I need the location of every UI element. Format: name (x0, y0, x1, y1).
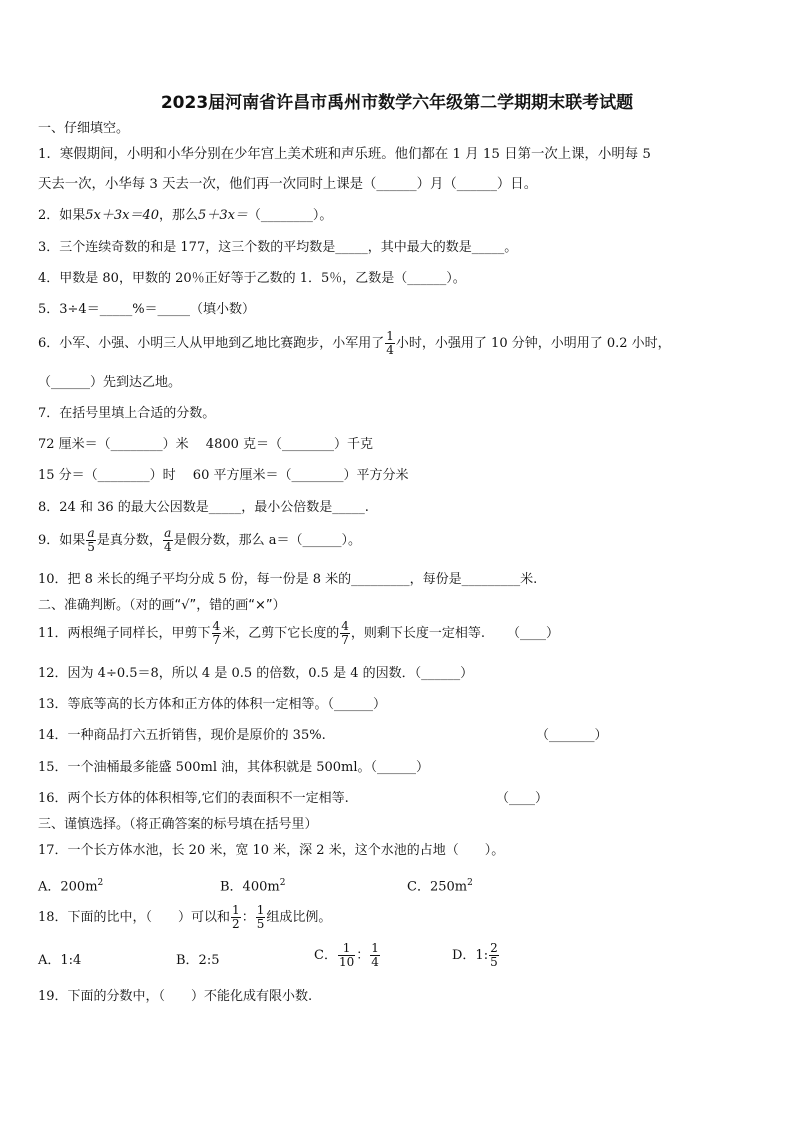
question-6-line2: （______）先到达乙地。 (38, 375, 182, 390)
q17-option-c (407, 874, 473, 896)
q9-suffix: 是假分数，那么 a＝（______）。 (173, 533, 361, 548)
q9-f1-denominator: 5 (87, 540, 95, 554)
question-7-heading: 7．在括号里填上合适的分数。 (38, 406, 216, 421)
question-15: 15．一个油桶最多能盛 500ml 油，其体积就是 500ml。（______） (38, 760, 430, 775)
q9-f2-denominator: 4 (163, 540, 172, 554)
q9-middle: 是真分数， (96, 533, 162, 548)
q18-d-denominator: 5 (490, 955, 498, 969)
q18-f2-numerator: 1 (256, 903, 265, 917)
page-title: 2023届河南省许昌市禹州市数学六年级第二学期期末联考试题 (160, 93, 634, 113)
q11-fraction-1 (212, 620, 222, 647)
q18-prefix: 18．下面的比中，（ ）可以和 (38, 910, 231, 925)
section-1-heading: 一、仔细填空。 (38, 121, 130, 136)
q18-option-a: A．1:4 (38, 953, 82, 968)
q18-c-f1-denominator: 10 (338, 955, 355, 969)
q14-text: 14．一种商品打六五折销售，现价是原价的 35%. (38, 728, 326, 743)
question-6-line1 (38, 330, 671, 357)
section-2-heading: 二、准确判断。（对的画“√”，错的画“×”） (38, 598, 286, 613)
q6-frac-numerator: 1 (386, 329, 394, 343)
q11-f1-numerator: 4 (212, 619, 221, 633)
q11-f2-denominator: 7 (341, 633, 349, 647)
q11-f1-denominator: 7 (212, 633, 221, 647)
question-10: 10．把 8 米长的绳子平均分成 5 份，每一份是 8 米的_________，每份是_________米. (38, 572, 538, 587)
question-12: 12．因为 4÷0.5＝8，所以 4 是 0.5 的倍数，0.5 是 4 的因数．（______） (38, 666, 474, 681)
q17-option-b (220, 874, 285, 896)
q18-option-c-label: C． (314, 948, 337, 963)
question-2 (38, 207, 332, 225)
q17-option-c-sup: 2 (467, 878, 473, 888)
q18-f1-denominator: 2 (232, 917, 240, 931)
q18-d-numerator: 2 (490, 941, 498, 955)
q18-option-d-label: D．1: (452, 948, 489, 963)
q18-option-d (452, 942, 500, 969)
q17-option-a-sup: 2 (97, 878, 104, 888)
q17-option-b-sup: 2 (279, 878, 286, 888)
question-7-row2: 15 分＝（________）时 60 平方厘米＝（________）平方分米 (38, 468, 409, 483)
q9-prefix: 9．如果 (38, 533, 86, 548)
question-14 (38, 727, 608, 745)
q18-option-b: B．2:5 (176, 953, 220, 968)
question-5: 5．3÷4＝_____%＝_____（填小数） (38, 302, 256, 317)
q2-equation-2: 5＋3x＝ (198, 208, 248, 223)
q11-middle: 米，乙剪下它长度的 (222, 626, 340, 641)
question-1-line1: 1．寒假期间，小明和小华分别在少年宫上美术班和声乐班。他们都在 1 月 15 日第一次上课，小明每 5 (38, 147, 651, 162)
q2-middle: ，那么 (159, 208, 199, 223)
q11-prefix: 11．两根绳子同样长，甲剪下 (38, 626, 211, 641)
q2-equation-1: 5x＋3x＝40 (85, 208, 160, 223)
q9-f2-numerator: a (164, 526, 172, 540)
q18-c-f2-numerator: 1 (371, 941, 379, 955)
question-16 (38, 790, 558, 808)
q18-c-fraction-1 (338, 942, 355, 969)
question-18 (38, 904, 331, 931)
q17-option-a (38, 874, 103, 896)
q6-fraction (385, 330, 395, 357)
q18-f1-numerator: 1 (232, 903, 240, 917)
q18-c-colon: ： (356, 948, 370, 963)
question-11 (38, 620, 559, 647)
question-13: 13．等底等高的长方体和正方体的体积一定相等。（______） (38, 697, 387, 712)
q9-f1-numerator: a (87, 526, 95, 540)
q18-fraction-2 (256, 904, 266, 931)
q9-fraction-2 (163, 527, 173, 554)
q17-option-b-text: B．400m (220, 879, 280, 895)
q18-colon: ： (241, 910, 255, 925)
q6-suffix: 小时，小强用了 10 分钟，小明用了 0.2 小时， (395, 336, 671, 351)
question-1-line2: 天去一次，小华每 3 天去一次，他们再一次同时上课是（______）月（______）日。 (38, 177, 538, 192)
q18-d-fraction (489, 942, 499, 969)
q2-answer-blank: （________）。 (247, 208, 333, 223)
section-3-heading: 三、谨慎选择。（将正确答案的标号填在括号里） (38, 817, 318, 832)
q18-c-fraction-2 (370, 942, 380, 969)
question-19: 19．下面的分数中，（ ）不能化成有限小数. (38, 989, 313, 1004)
question-17: 17．一个长方体水池，长 20 米，宽 10 米，深 2 米，这个水池的占地（ ）。 (38, 843, 505, 858)
q18-suffix: 组成比例。 (266, 910, 332, 925)
question-7-row1: 72 厘米＝（________）米 4800 克＝（________）千克 (38, 437, 374, 452)
q16-answer-parens: （____） (496, 791, 549, 806)
q9-fraction-1 (86, 527, 96, 554)
q17-option-c-text: C．250m (407, 879, 468, 895)
q11-answer-parens: （____） (506, 626, 559, 641)
q6-prefix: 6．小军、小强、小明三人从甲地到乙地比赛跑步，小军用了 (38, 336, 385, 351)
q18-f2-denominator: 5 (256, 917, 265, 931)
q18-c-f1-numerator: 1 (338, 942, 355, 956)
question-4: 4．甲数是 80，甲数的 20％正好等于乙数的 1．5％，乙数是（______）。 (38, 271, 466, 286)
q16-text: 16．两个长方体的体积相等,它们的表面积不一定相等. (38, 791, 349, 806)
q11-f2-numerator: 4 (341, 619, 349, 633)
q18-c-f2-denominator: 4 (371, 955, 379, 969)
question-18-options (38, 942, 558, 978)
q11-suffix: ，则剩下长度一定相等. (350, 626, 485, 641)
q17-option-a-text: A．200m (38, 879, 98, 895)
q6-frac-denominator: 4 (386, 343, 394, 357)
question-8: 8．24 和 36 的最大公因数是_____，最小公倍数是_____. (38, 500, 369, 515)
question-3: 3．三个连续奇数的和是 177，这三个数的平均数是_____，其中最大的数是_____。 (38, 240, 518, 255)
question-9 (38, 527, 361, 554)
q18-fraction-1 (231, 904, 241, 931)
q14-answer-parens: （_______） (536, 728, 608, 743)
q11-fraction-2 (340, 620, 350, 647)
q18-option-c (314, 942, 381, 969)
q2-prefix: 2．如果 (38, 208, 86, 223)
